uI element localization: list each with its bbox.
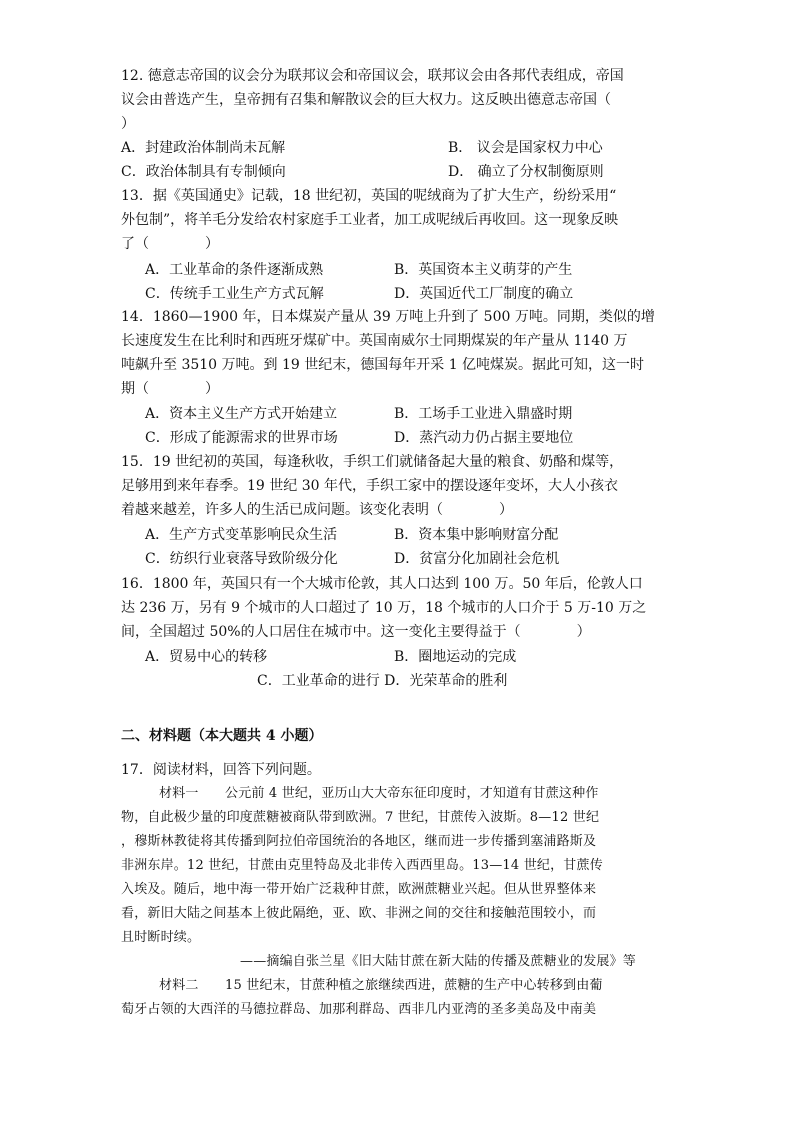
material-line: 材料二 15 世纪末，甘蔗种植之旅继续西进，蔗糖的生产中心转移到由葡 <box>159 978 603 993</box>
material-line: 入埃及。随后，地中海一带开始广泛栽种甘蔗，欧洲蔗糖业兴起。但从世界整体来 <box>121 882 597 897</box>
option-b[interactable]: B．资本集中影响财富分配 <box>394 527 559 543</box>
material-line: 看，新旧大陆之间基本上彼此隔绝，亚、欧、非洲之间的交往和接触范围较小，而 <box>121 906 597 921</box>
option-c[interactable]: C．形成了能源需求的世界市场 <box>145 430 338 446</box>
question-stem-line: 吨飙升至 3510 万吨。到 19 世纪末，德国每年开采 1 亿吨煤炭。据此可知，这一时 <box>121 357 645 373</box>
material-source: ——摘编自张兰星《旧大陆甘蔗在新大陆的传播及蔗糖业的发展》等 <box>240 954 637 969</box>
question-stem-line: 期（ ） <box>121 381 219 397</box>
section-heading: 二、材料题（本大题共 4 小题） <box>121 728 323 744</box>
question-stem-line: 足够用到来年春季。19 世纪 30 年代，手织工家中的摆设逐年变坏，大人小孩衣 <box>121 478 618 494</box>
material-line: 萄牙占领的大西洋的马德拉群岛、加那利群岛、西非几内亚湾的圣多美岛及中南美 <box>121 1002 597 1017</box>
question-stem-line: 长速度发生在比利时和西班牙煤矿中。英国南威尔士同期煤炭的年产量从 1140 万 <box>121 333 628 349</box>
question-stem-line: 达 236 万，另有 9 个城市的人口超过了 10 万，18 个城市的人口介于 5 万-10 万之 <box>121 600 647 616</box>
option-b[interactable]: B． 议会是国家权力中心 <box>448 140 603 156</box>
question-stem-line: 13．据《英国通史》记载，18 世纪初，英国的呢绒商为了扩大生产，纷纷采用“ <box>121 188 617 204</box>
option-d[interactable]: D． 确立了分权制衡原则 <box>448 164 604 180</box>
option-d[interactable]: D．英国近代工厂制度的确立 <box>394 286 574 302</box>
material-line: 材料一 公元前 4 世纪，亚历山大大帝东征印度时，才知道有甘蔗这种作 <box>159 786 599 801</box>
question-stem-line: 16．1800 年，英国只有一个大城市伦敦，其人口达到 100 万。50 年后，伦敦人口 <box>121 576 643 592</box>
option-d[interactable]: D．贫富分化加剧社会危机 <box>394 551 560 567</box>
option-c[interactable]: C．政治体制具有专制倾向 <box>121 164 286 180</box>
question-stem-line: 15．19 世纪初的英国，每逢秋收，手织工们就储备起大量的粮食、奶酪和煤等， <box>121 454 624 470</box>
option-b[interactable]: B．工场手工业进入鼎盛时期 <box>394 406 573 422</box>
question-stem-line: 外包制”，将羊毛分发给农村家庭手工业者，加工成呢绒后再收回。这一现象反映 <box>121 212 619 228</box>
question-stem-line: 着越来越差，许多人的生活已成问题。该变化表明（ ） <box>121 502 513 518</box>
question-stem-line: 间，全国超过 50%的人口居住在城市中。这一变化主要得益于（ ） <box>121 624 591 640</box>
option-b[interactable]: B．圈地运动的完成 <box>394 649 517 665</box>
material-line: 且时断时续。 <box>121 930 201 945</box>
question-17-intro: 17．阅读材料，回答下列问题。 <box>121 762 321 778</box>
option-a[interactable]: A．贸易中心的转移 <box>145 649 268 665</box>
question-stem-line: 12. 德意志帝国的议会分为联邦议会和帝国议会，联邦议会由各邦代表组成，帝国 <box>121 68 624 84</box>
option-a[interactable]: A．资本主义生产方式开始建立 <box>145 406 338 422</box>
question-stem-line: 议会由普选产生，皇帝拥有召集和解散议会的巨大权力。这反映出德意志帝国（ <box>121 92 611 108</box>
question-stem-line: 了（ ） <box>121 236 219 252</box>
option-d[interactable]: D．蒸汽动力仍占据主要地位 <box>394 430 574 446</box>
question-stem-line: ） <box>121 116 135 132</box>
option-b[interactable]: B．英国资本主义萌芽的产生 <box>394 262 573 278</box>
material-line: ，穆斯林教徒将其传播到阿拉伯帝国统治的各地区，继而进一步传播到塞浦路斯及 <box>121 834 597 849</box>
option-c[interactable]: C．纺织行业衰落导致阶级分化 <box>145 551 338 567</box>
material-line: 非洲东岸。12 世纪，甘蔗由克里特岛及北非传入西西里岛。13—14 世纪，甘蔗传 <box>121 858 603 873</box>
option-a[interactable]: A．生产方式变革影响民众生活 <box>145 527 338 543</box>
option-c-d[interactable]: C．工业革命的进行 D．光荣革命的胜利 <box>257 673 508 689</box>
material-line: 物，自此极少量的印度蔗糖被商队带到欧洲。7 世纪，甘蔗传入波斯。8—12 世纪 <box>121 810 600 825</box>
option-a[interactable]: A．封建政治体制尚未瓦解 <box>121 140 286 156</box>
question-stem-line: 14．1860—1900 年，日本煤炭产量从 39 万吨上升到了 500 万吨。同期，类似的增 <box>121 309 655 325</box>
option-a[interactable]: A．工业革命的条件逐渐成熟 <box>145 262 324 278</box>
option-c[interactable]: C．传统手工业生产方式瓦解 <box>145 286 324 302</box>
